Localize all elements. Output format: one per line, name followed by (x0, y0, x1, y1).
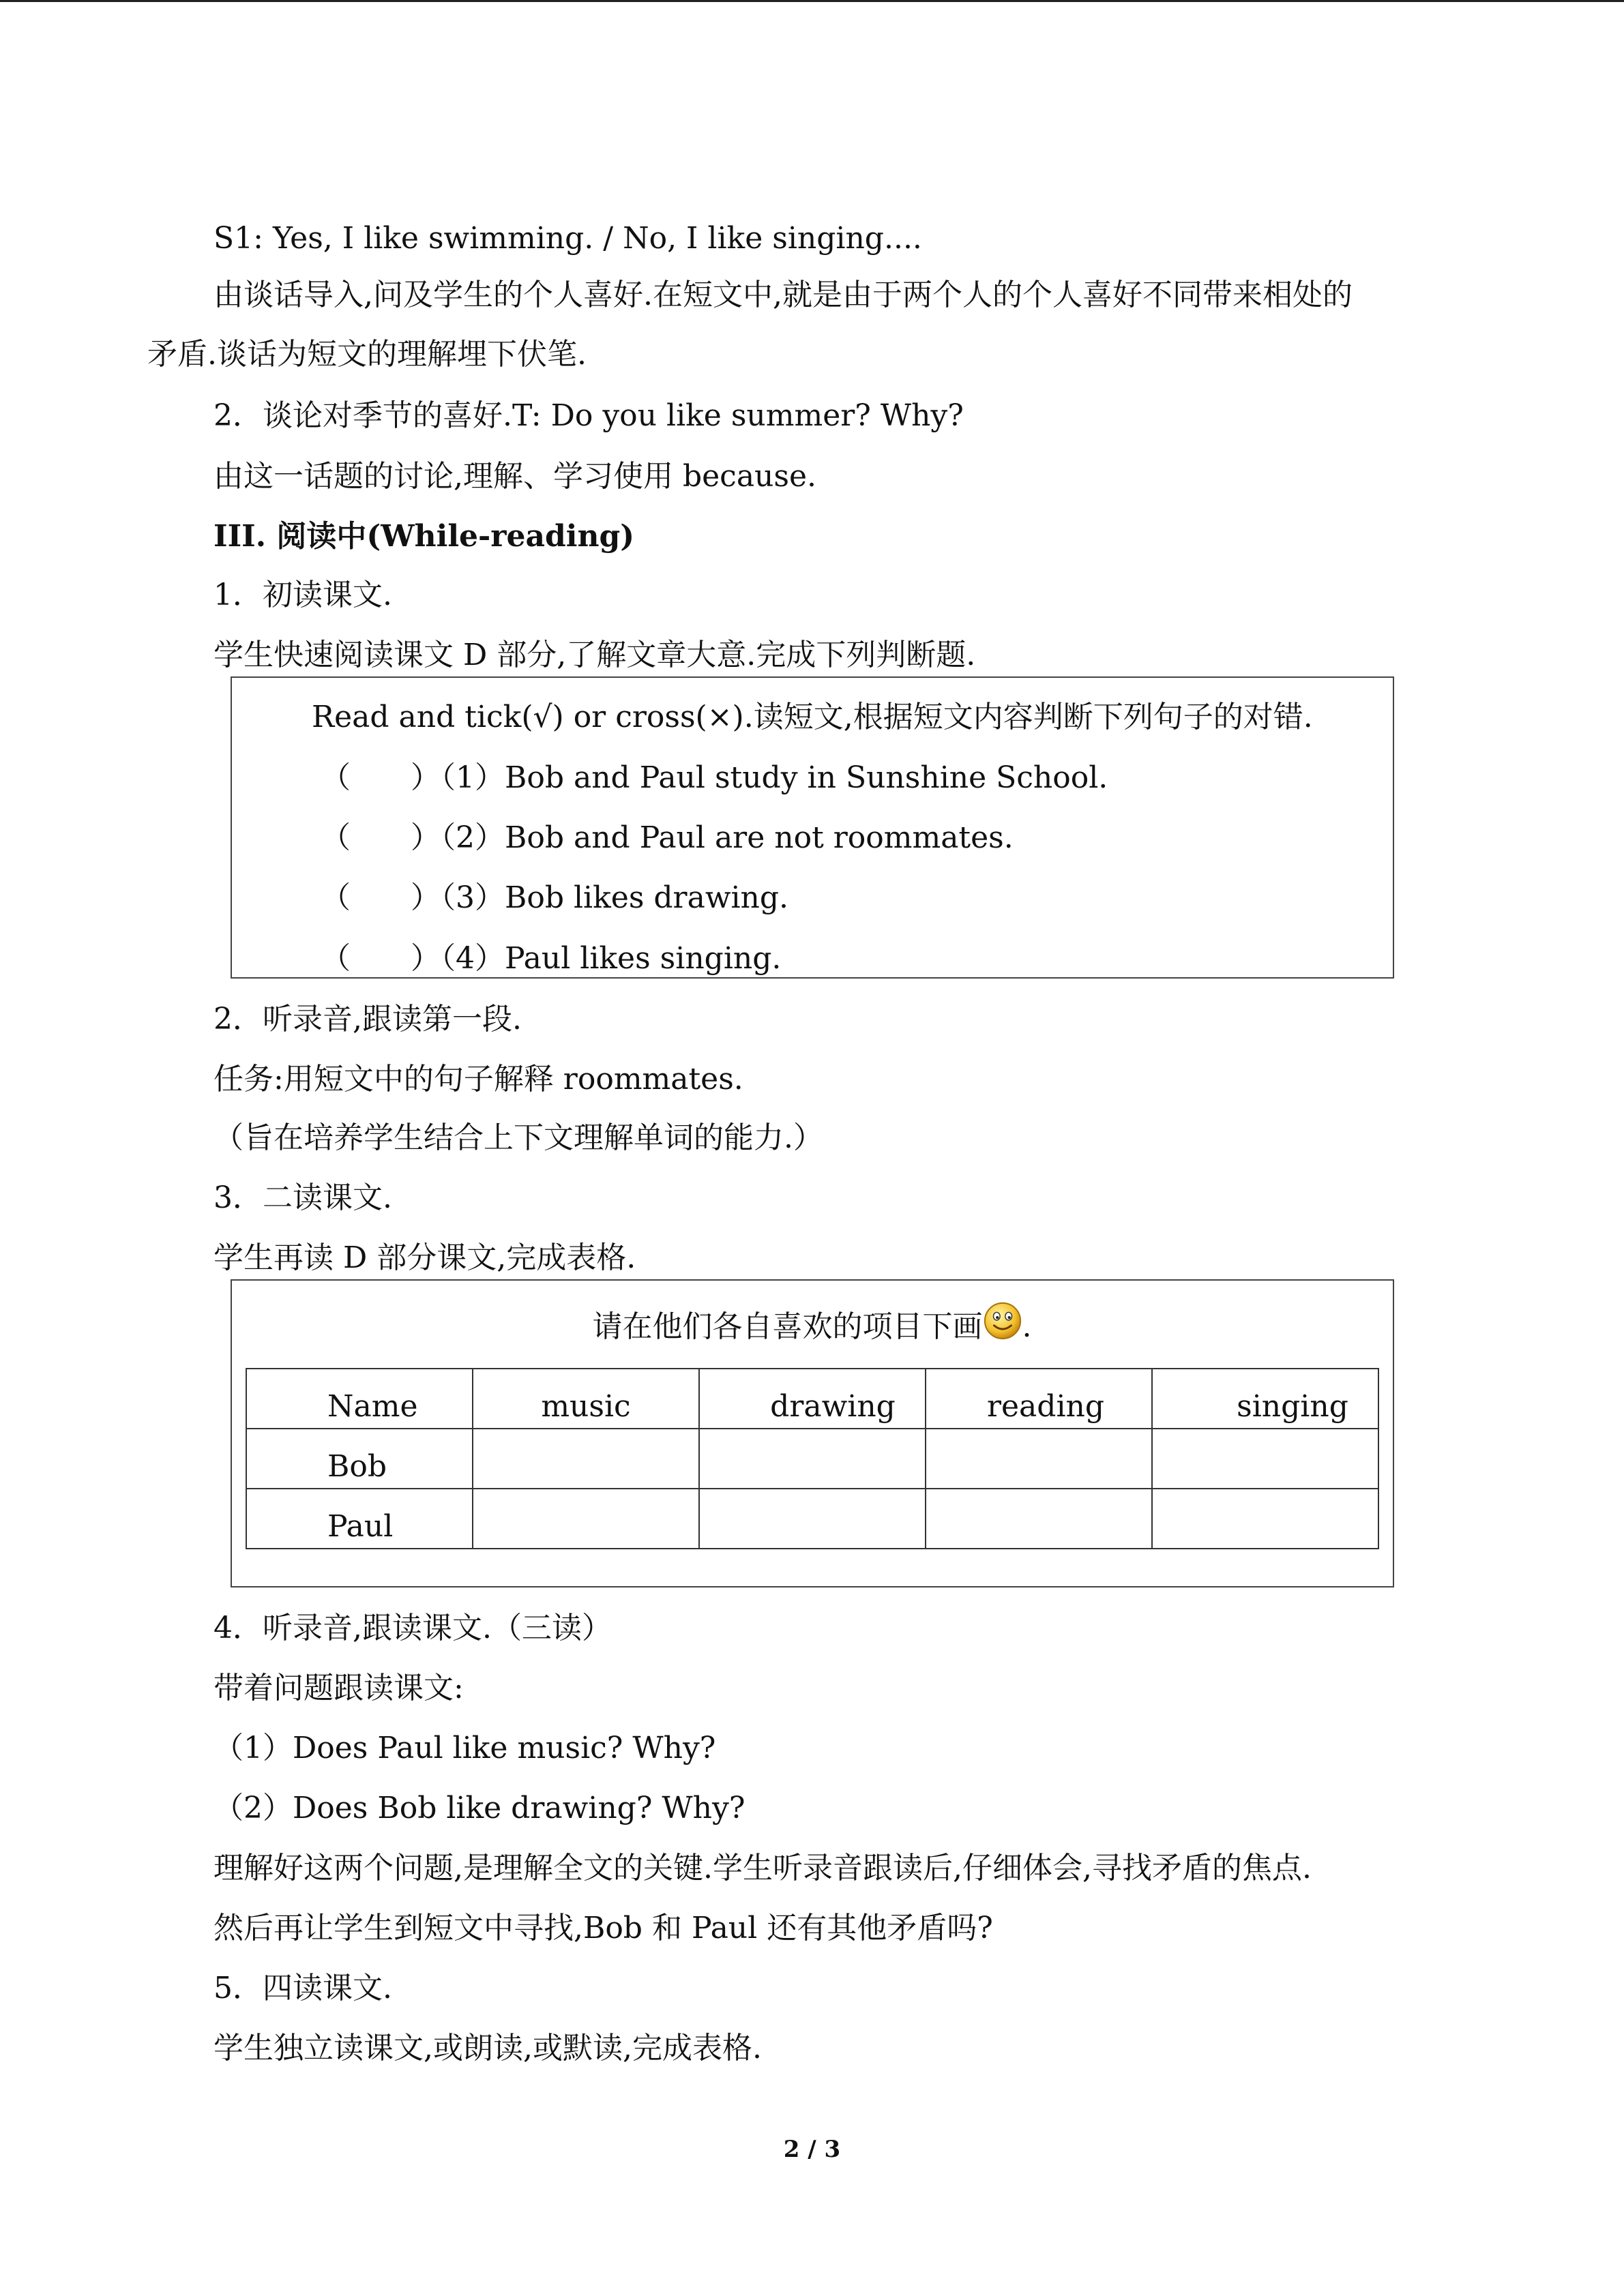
table-header-cell: Name (246, 1369, 473, 1429)
section-heading-while-reading: III. 阅读中(While-reading) (213, 519, 635, 554)
table-header-cell: reading (926, 1369, 1152, 1429)
text-line-step2: 2．听录音,跟读第一段. (213, 1002, 522, 1037)
table-header-cell: music (473, 1369, 699, 1429)
page-number: 2 / 3 (783, 2136, 841, 2163)
text-line-step1-desc: 学生快速阅读课文 D 部分,了解文章大意.完成下列判断题. (213, 638, 976, 672)
text-line-step3-desc: 学生再读 D 部分课文,完成表格. (213, 1240, 636, 1275)
text-line-q1: （1）Does Paul like music? Why? (213, 1731, 716, 1765)
text-line-intro-b: 矛盾.谈话为短文的理解埋下伏笔. (147, 337, 587, 372)
text-line-step5: 5．四读课文. (213, 1971, 392, 2006)
text-line-s1: S1: Yes, I like swimming. / No, I like singing.... (213, 221, 922, 256)
table-cell-name: Bob (246, 1429, 473, 1489)
text-line-intro-a: 由谈话导入,问及学生的个人喜好.在短文中,就是由于两个人的个人喜好不同带来相处的 (213, 278, 1353, 312)
text-line-step1: 1．初读课文. (213, 578, 392, 612)
tick-exercise-item: （ ）（1）Bob and Paul study in Sunshine School. (321, 760, 1108, 795)
tick-exercise-item: （ ）（2）Bob and Paul are not roommates. (321, 820, 1014, 855)
text-line-step5-desc: 学生独立读课文,或朗读,或默读,完成表格. (213, 2031, 762, 2066)
table-cell (473, 1429, 699, 1489)
text-line-season: 2．谈论对季节的喜好.T: Do you like summer? Why? (213, 398, 964, 433)
text-line-q2: （2）Does Bob like drawing? Why? (213, 1791, 745, 1825)
text-line-key-a: 理解好这两个问题,是理解全文的关键.学生听录音跟读后,仔细体会,寻找矛盾的焦点. (213, 1851, 1312, 1885)
preference-table-instruction-text: 请在他们各自喜欢的项目下画 (592, 1309, 983, 1344)
text-line-because: 由这一话题的讨论,理解、学习使用 because. (213, 459, 816, 494)
table-cell (699, 1489, 926, 1549)
text-line-step2-task: 任务:用短文中的句子解释 roommates. (213, 1062, 743, 1097)
preference-table-box (231, 1279, 1394, 1587)
text-line-step4: 4．听录音,跟读课文.（三读） (213, 1611, 612, 1645)
table-header-cell: drawing (699, 1369, 926, 1429)
text-line-step4-desc: 带着问题跟读课文: (213, 1671, 464, 1705)
table-cell (699, 1429, 926, 1489)
table-header-row (246, 1369, 1378, 1429)
page-top-border (0, 0, 1624, 2)
tick-exercise-item: （ ）（3）Bob likes drawing. (321, 880, 789, 915)
table-cell (926, 1429, 1152, 1489)
table-row (246, 1429, 1378, 1489)
table-cell (473, 1489, 699, 1549)
text-line-step2-note: （旨在培养学生结合上下文理解单词的能力.） (213, 1120, 823, 1155)
table-cell (1152, 1429, 1378, 1489)
text-line-key-b: 然后再让学生到短文中寻找,Bob 和 Paul 还有其他矛盾吗? (213, 1911, 993, 1945)
tick-exercise-instruction: Read and tick(√) or cross(×).读短文,根据短文内容判断下列句子的对错. (312, 700, 1313, 734)
text-line-step3: 3．二读课文. (213, 1180, 392, 1215)
table-row (246, 1489, 1378, 1549)
preference-table-instruction-end: . (1022, 1309, 1032, 1344)
tick-exercise-box (231, 676, 1394, 979)
preference-table (246, 1368, 1379, 1549)
smiley-face-icon (983, 1301, 1022, 1341)
preference-table-instruction (232, 1301, 1392, 1347)
table-cell (926, 1489, 1152, 1549)
table-cell-name: Paul (246, 1489, 473, 1549)
tick-exercise-item: （ ）（4）Paul likes singing. (321, 941, 782, 976)
table-cell (1152, 1489, 1378, 1549)
table-header-cell: singing (1152, 1369, 1378, 1429)
